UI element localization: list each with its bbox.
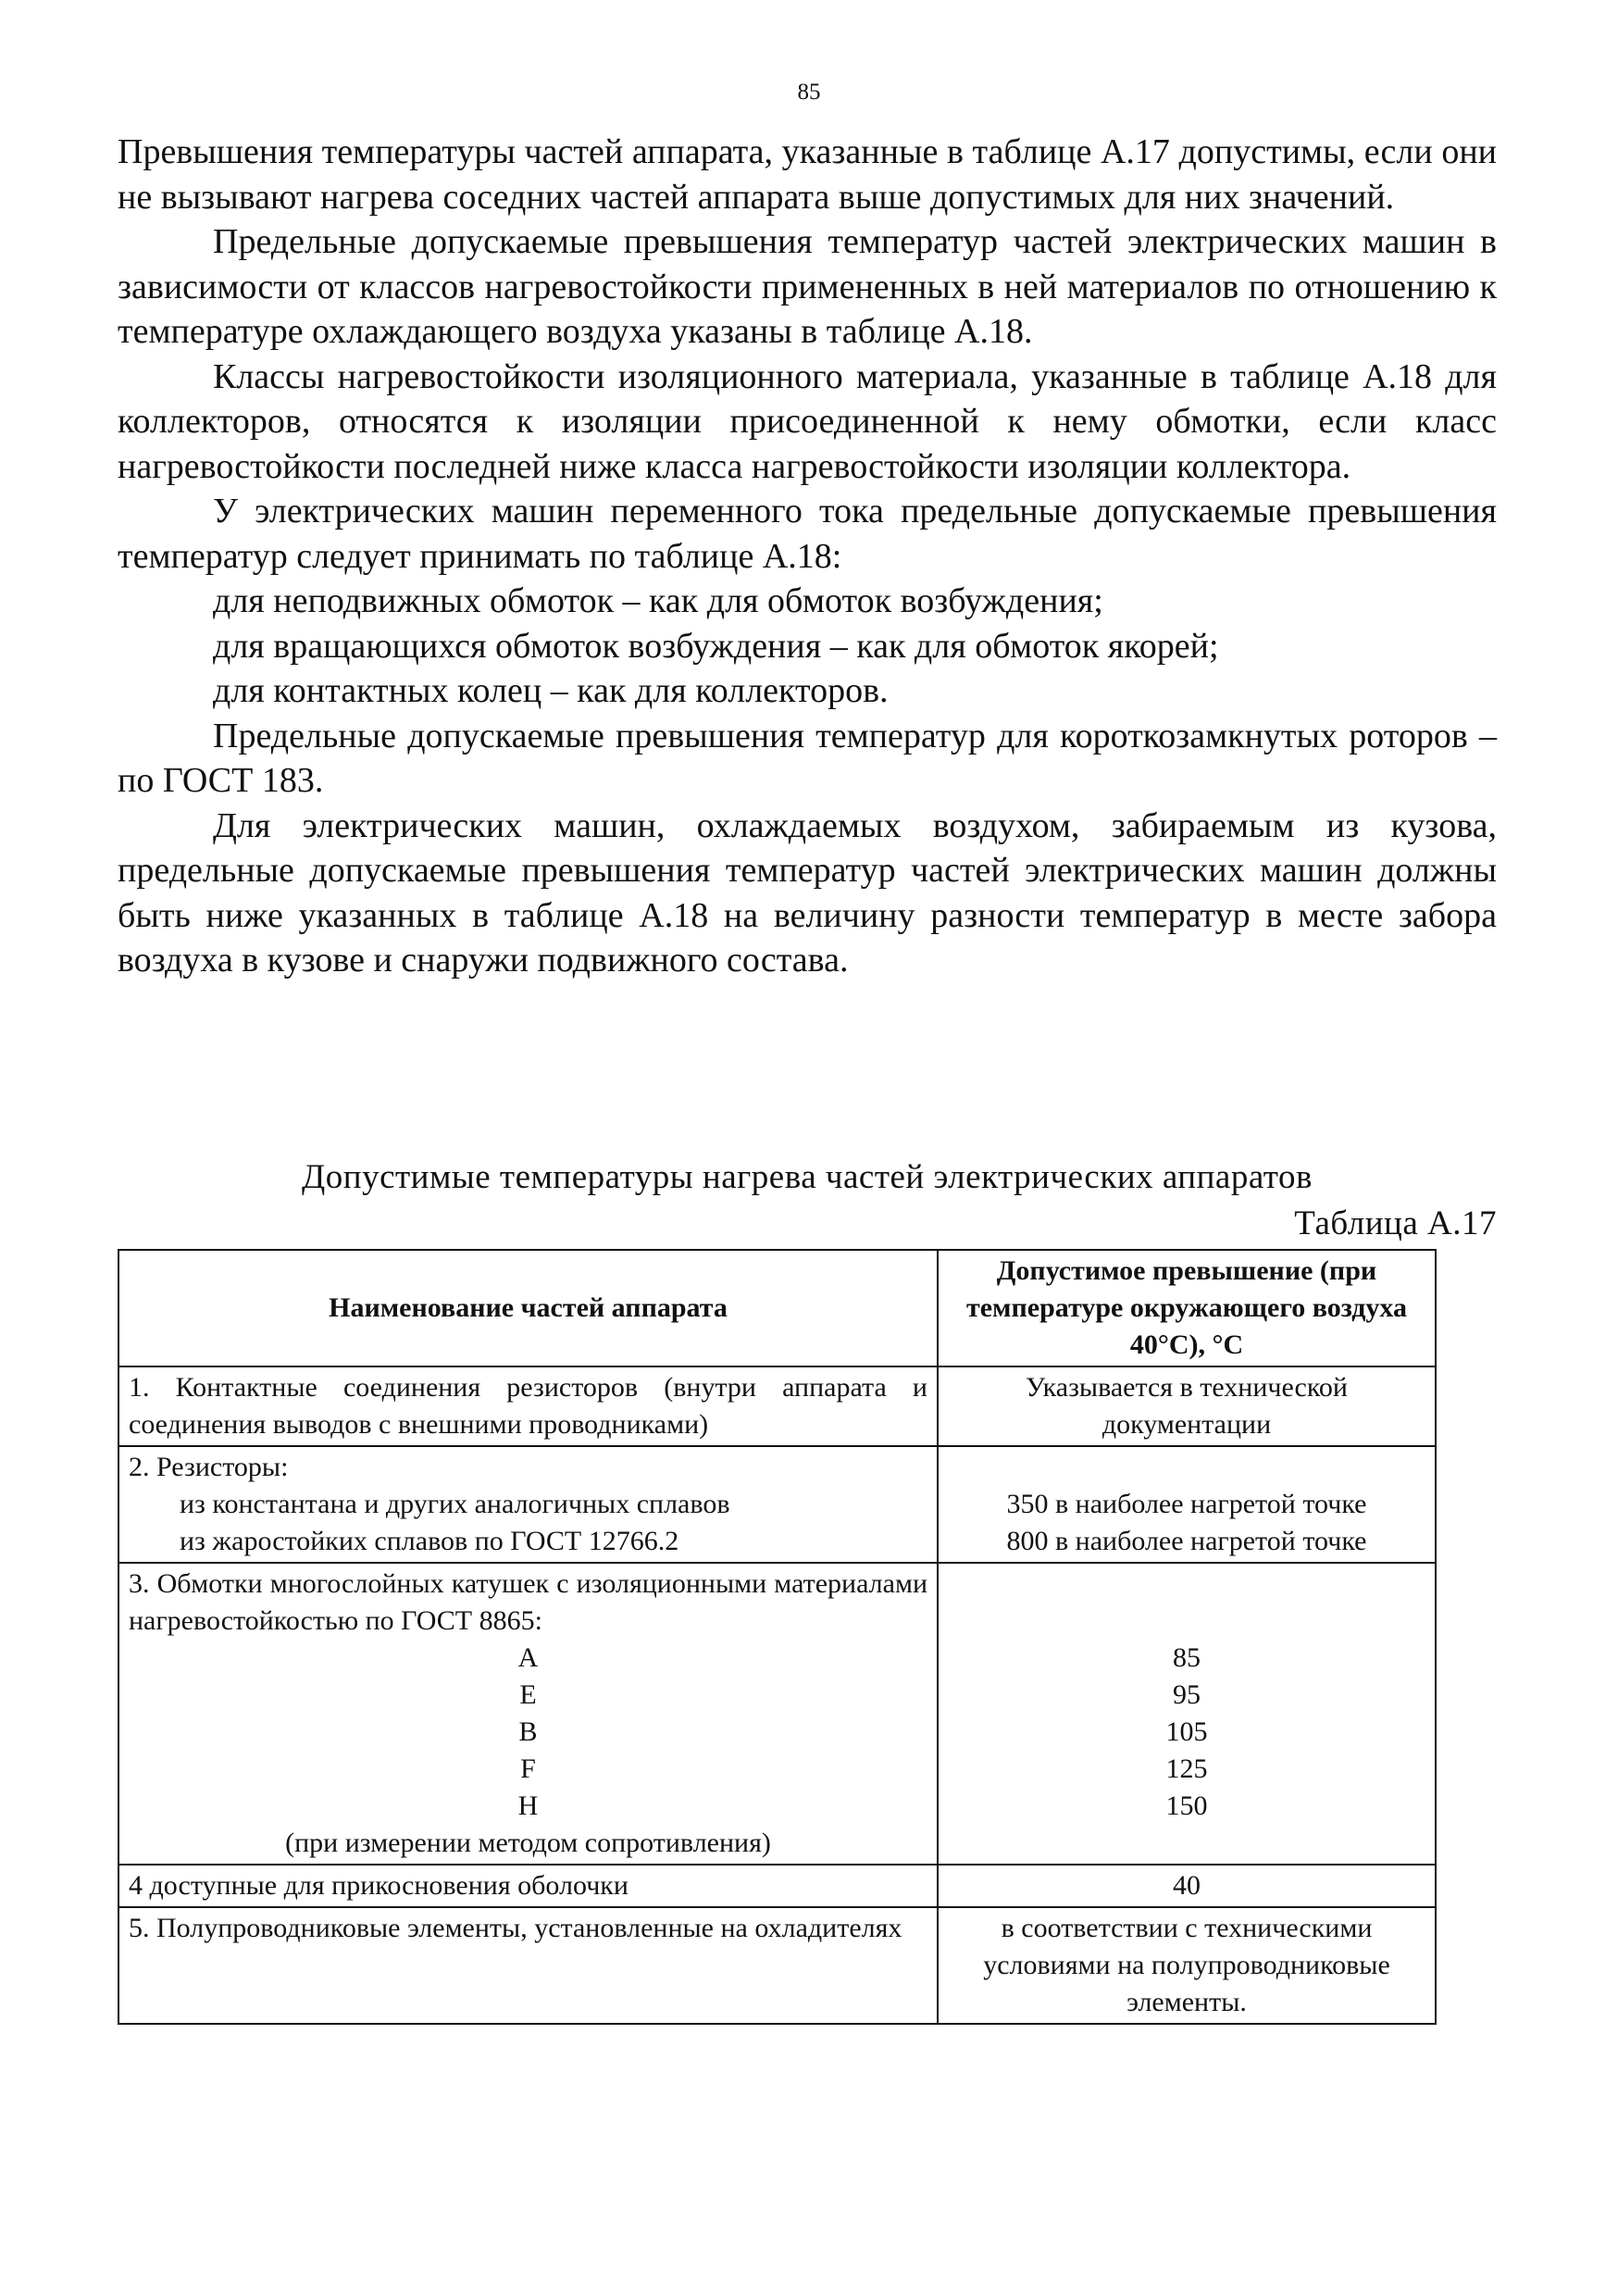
body-text xyxy=(118,130,1497,983)
table-row xyxy=(118,1446,1436,1563)
paragraph: Предельные допускаемые превышения температур частей электрических машин в зависимости от классов нагревостойкости примененных в ней материалов по отношению к температуре охлаждающего воздуха указаны в таблице А.18. xyxy=(118,222,1497,351)
measurement-note: (при измерении методом сопротивления) xyxy=(285,1828,771,1858)
header-part-name: Наименование частей аппарата xyxy=(118,1250,938,1366)
list-item: для неподвижных обмоток – как для обмоток возбуждения; xyxy=(213,581,1103,620)
header-allowed-rise: Допустимое превышение (при температуре окружающего воздуха 40°С), °С xyxy=(938,1250,1436,1366)
paragraph: Предельные допускаемые превышения температур для короткозамкнутых роторов – по ГОСТ 183. xyxy=(118,716,1497,800)
list-item: для вращающихся обмоток возбуждения – как для обмоток якорей; xyxy=(213,626,1219,666)
value-item: 800 в наиболее нагретой точке xyxy=(1006,1526,1367,1556)
value-item: 85 xyxy=(1173,1642,1201,1673)
paragraph: Для электрических машин, охлаждаемых воздухом, забираемым из кузова, предельные допускаемые превышения температур частей электрических машин должны быть ниже указанных в таблице А.18 на величину разности температур в месте забора воздуха в кузове и снаружи подвижного состава. xyxy=(118,805,1497,980)
paragraph: Превышения температуры частей аппарата, указанные в таблице А.17 допустимы, если они не вызывают нагрева соседних частей аппарата выше допустимых для них значений. xyxy=(118,132,1497,217)
value-item: 125 xyxy=(1165,1753,1208,1784)
table-cell-name: 1. Контактные соединения резисторов (внутри аппарата и соединения выводов с внешними проводниками) xyxy=(118,1366,938,1446)
table-row xyxy=(118,1366,1436,1446)
row-title: 2. Резисторы: xyxy=(129,1452,289,1482)
row-title: 3. Обмотки многослойных катушек с изоляционными материалами нагревостойкостью по ГОСТ 8865: xyxy=(129,1568,927,1636)
value-item: 150 xyxy=(1165,1791,1208,1821)
sub-item: из жаростойких сплавов по ГОСТ 12766.2 xyxy=(180,1526,679,1556)
table-row xyxy=(118,1865,1436,1907)
value-item: 350 в наиболее нагретой точке xyxy=(1006,1489,1367,1519)
table-cell-value: 40 xyxy=(938,1865,1436,1907)
value-item: 105 xyxy=(1165,1716,1208,1747)
insulation-class: F xyxy=(520,1753,536,1784)
value-item: 95 xyxy=(1173,1679,1201,1710)
table-title: Допустимые температуры нагрева частей электрических аппаратов xyxy=(302,1158,1313,1196)
sub-item: из константана и других аналогичных сплавов xyxy=(180,1489,730,1519)
paragraph: Классы нагревостойкости изоляционного материала, указанные в таблице А.18 для коллекторов, относятся к изоляции присоединенной к нему обмотки, если класс нагревостойкости последней ниже класса нагревостойкости изоляции коллектора. xyxy=(118,356,1497,486)
insulation-class: В xyxy=(518,1716,538,1747)
table-cell-value xyxy=(938,1563,1436,1865)
table-cell-value: Указывается в технической документации xyxy=(938,1366,1436,1446)
insulation-class: А xyxy=(517,1642,539,1673)
temperature-table xyxy=(118,1249,1437,2025)
insulation-class: Е xyxy=(519,1679,537,1710)
table-cell-name: 5. Полупроводниковые элементы, установленные на охладителях xyxy=(118,1907,938,2024)
table-cell-name: 4 доступные для прикосновения оболочки xyxy=(118,1865,938,1907)
page-number: 85 xyxy=(797,80,821,105)
table-cell-value xyxy=(938,1446,1436,1563)
table-row xyxy=(118,1563,1436,1865)
table-header-row xyxy=(118,1250,1436,1366)
list-item: для контактных колец – как для коллекторов. xyxy=(213,671,889,710)
table-row xyxy=(118,1907,1436,2024)
insulation-class: Н xyxy=(517,1791,539,1821)
table-cell-name xyxy=(118,1563,938,1865)
paragraph: У электрических машин переменного тока предельные допускаемые превышения температур следует принимать по таблице А.18: xyxy=(118,492,1497,576)
table-cell-value: в соответствии с техническими условиями на полупроводниковые элементы. xyxy=(938,1907,1436,2024)
table-cell-name xyxy=(118,1446,938,1563)
table-label: Таблица А.17 xyxy=(1294,1204,1497,1242)
